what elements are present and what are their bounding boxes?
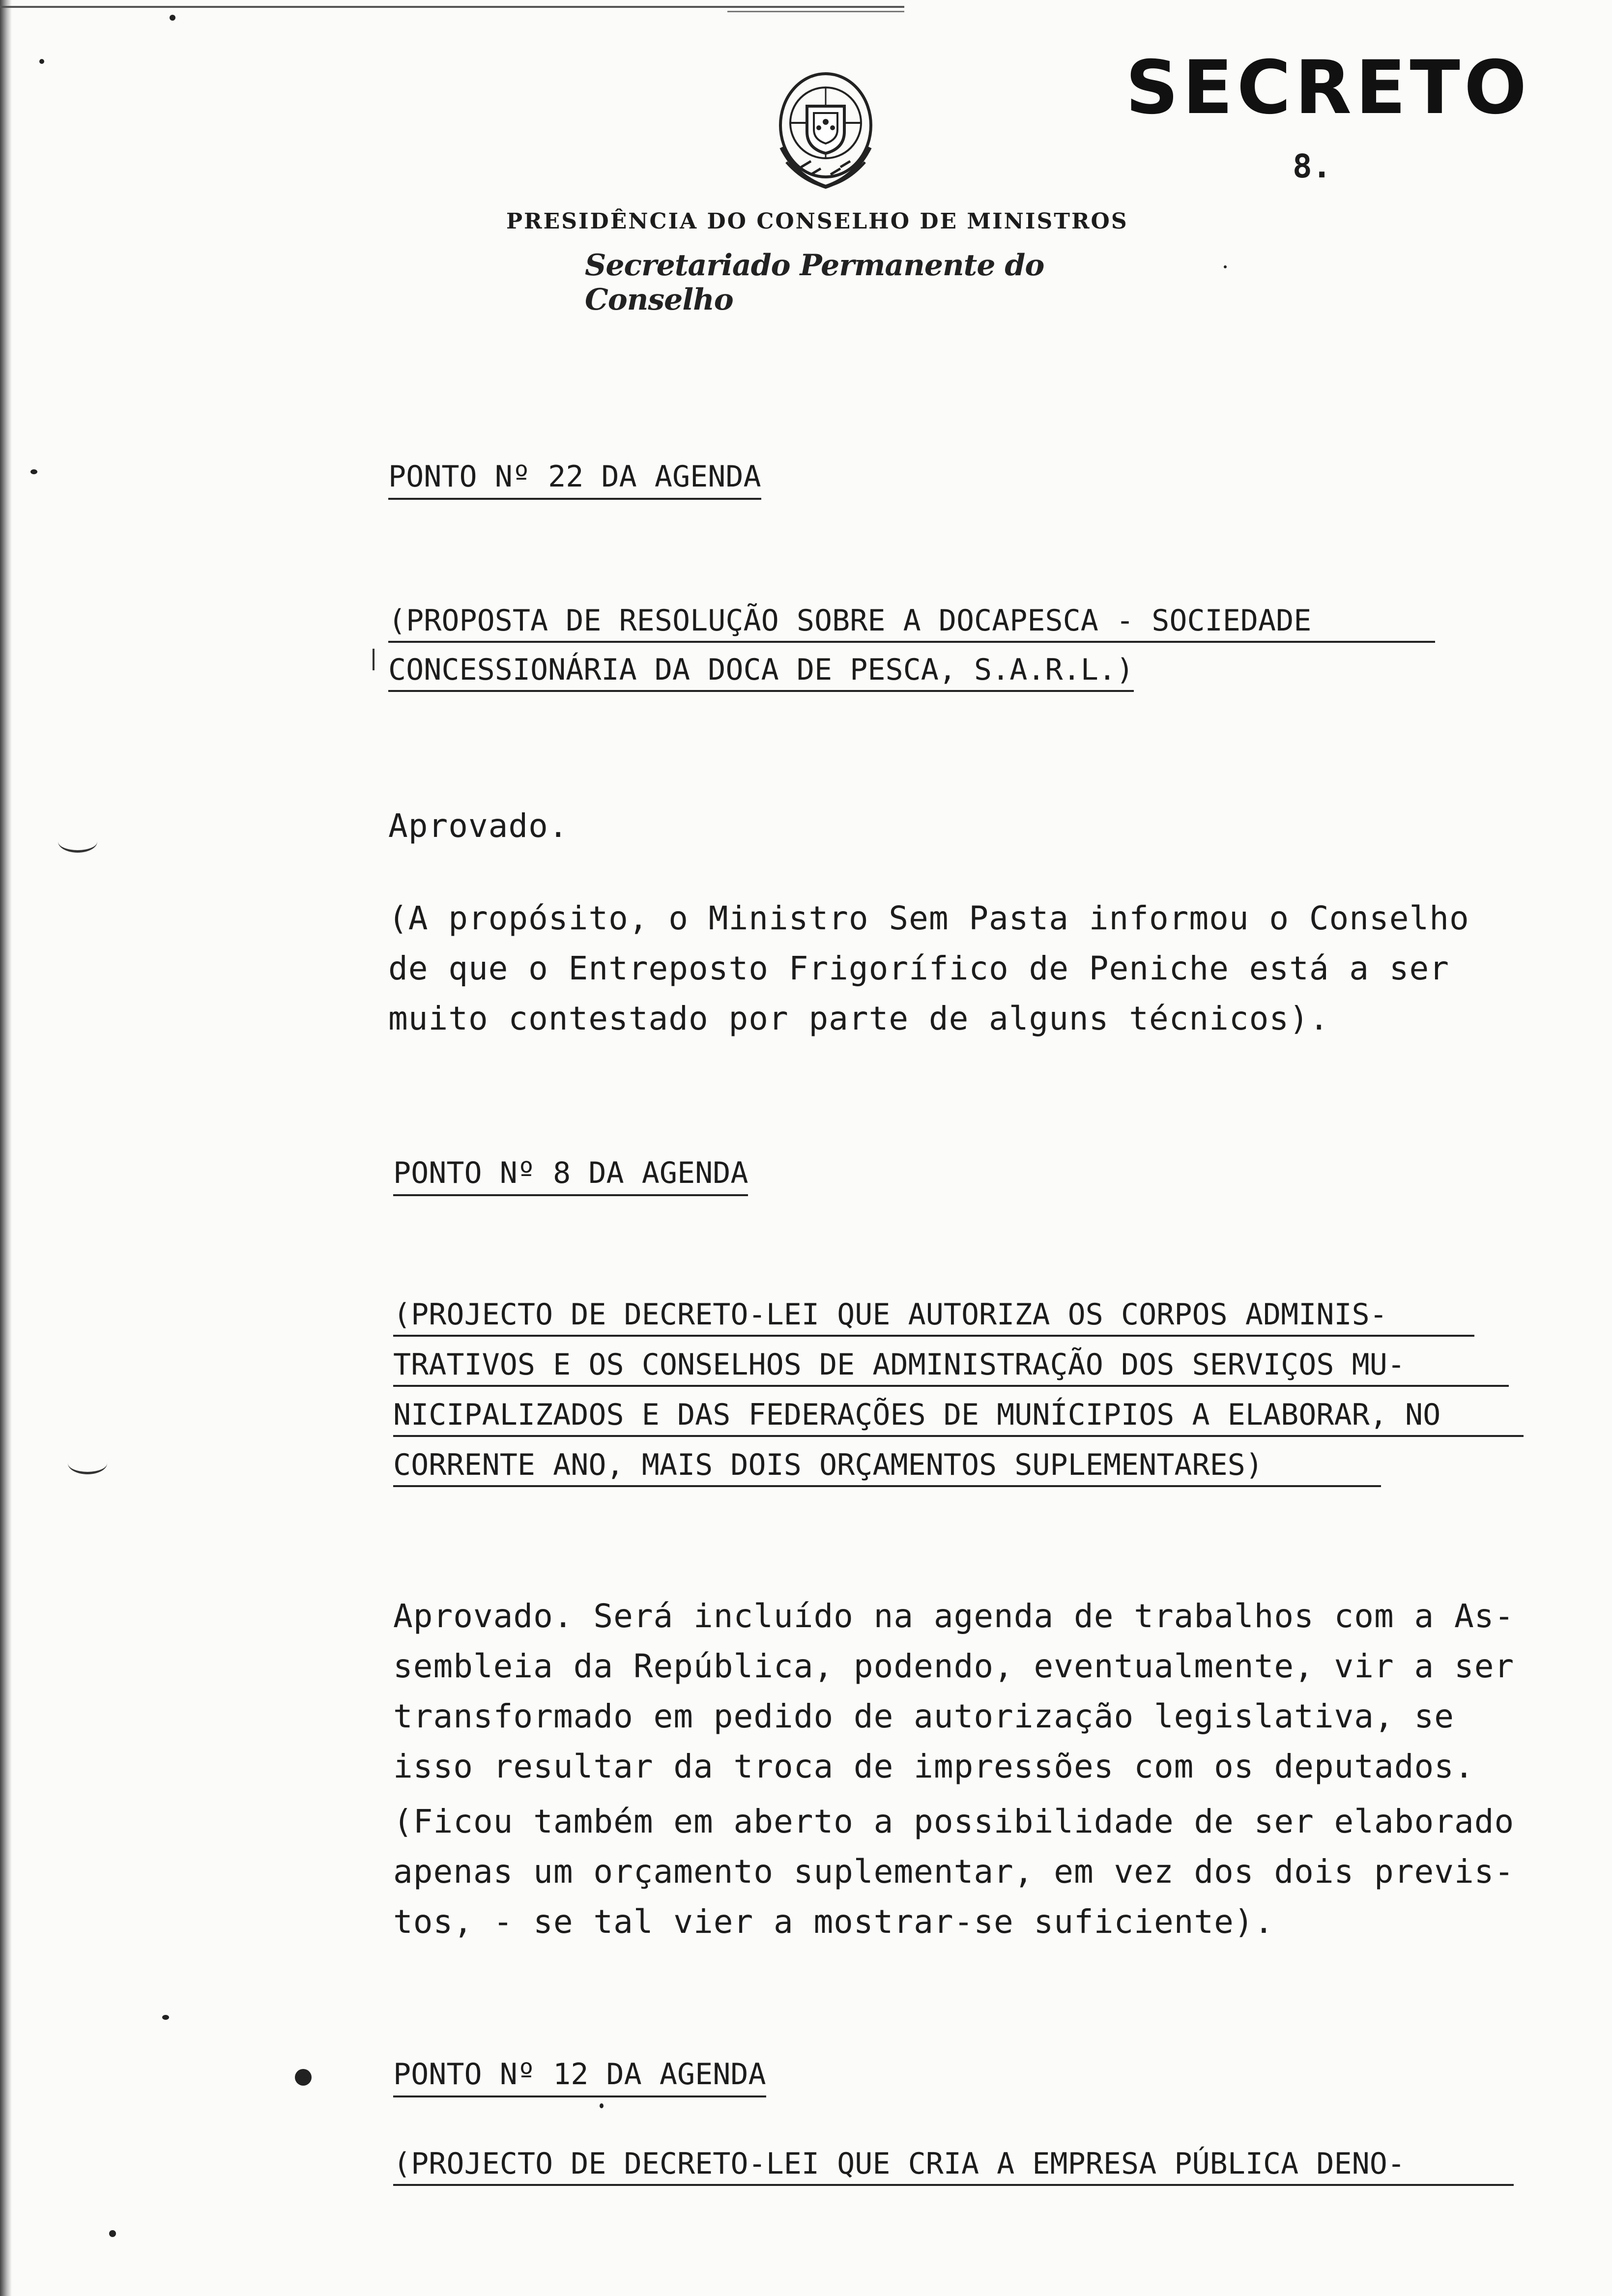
office-title: PRESIDÊNCIA DO CONSELHO DE MINISTROS: [506, 209, 1128, 234]
item-note-line: tos, - se tal vier a mostrar-se suficiente).: [393, 1903, 1274, 1941]
item-heading: PONTO Nº 12 DA AGENDA: [393, 2057, 766, 2097]
department-title: Secretariado Permanente do Conselho: [585, 248, 1044, 317]
coat-of-arms-icon: [767, 64, 885, 197]
item-subject-line: TRATIVOS E OS CONSELHOS DE ADMINISTRAÇÃO DOS SERVIÇOS MU-: [393, 1348, 1509, 1387]
item-note-line: (Ficou também em aberto a possibilidade de ser elaborado: [393, 1803, 1515, 1840]
item-note-line: muito contestado por parte de alguns técnicos).: [388, 1000, 1329, 1037]
item-note-line: de que o Entreposto Frigorífico de Peniche está a ser: [388, 949, 1449, 987]
top-rule: [0, 6, 904, 8]
ink-speck: [295, 2069, 312, 2086]
item-subject-line: CONCESSIONÁRIA DA DOCA DE PESCA, S.A.R.L.): [388, 653, 1134, 692]
item-decision-line: sembleia da República, podendo, eventualmente, vir a ser: [393, 1647, 1515, 1685]
item-decision: Aprovado.: [388, 807, 569, 845]
item-note-line: (A propósito, o Ministro Sem Pasta informou o Conselho: [388, 899, 1469, 937]
item-subject-line: (PROPOSTA DE RESOLUÇÃO SOBRE A DOCAPESCA - SOCIEDADE: [388, 603, 1435, 643]
item-subject-line: (PROJECTO DE DECRETO-LEI QUE AUTORIZA OS CORPOS ADMINIS-: [393, 1297, 1474, 1337]
margin-mark: [373, 649, 374, 670]
item-heading: PONTO Nº 22 DA AGENDA: [388, 459, 761, 500]
ink-speck: [162, 2015, 169, 2020]
item-subject-line: NICIPALIZADOS E DAS FEDERAÇÕES DE MUNÍCIPIOS A ELABORAR, NO: [393, 1398, 1524, 1437]
item-subject-line: (PROJECTO DE DECRETO-LEI QUE CRIA A EMPRESA PÚBLICA DENO-: [393, 2147, 1514, 2186]
page-number: 8.: [1293, 147, 1332, 185]
item-heading: PONTO Nº 8 DA AGENDA: [393, 1156, 748, 1196]
top-rule-fragment: [727, 11, 904, 12]
scan-edge: [0, 0, 12, 2296]
ink-speck: [39, 59, 44, 64]
item-decision-line: isso resultar da troca de impressões com os deputados.: [393, 1748, 1474, 1785]
margin-bracket: [68, 1452, 107, 1474]
item-note-line: apenas um orçamento suplementar, em vez dos dois previs-: [393, 1853, 1515, 1891]
ink-speck: [30, 469, 37, 474]
margin-bracket: [58, 831, 97, 853]
ink-speck: [1224, 265, 1227, 268]
item-subject-line: CORRENTE ANO, MAIS DOIS ORÇAMENTOS SUPLEMENTARES): [393, 1448, 1381, 1487]
item-decision-line: transformado em pedido de autorização legislativa, se: [393, 1697, 1454, 1735]
ink-speck: [109, 2230, 116, 2237]
ink-speck: [170, 15, 175, 21]
item-decision-line: Aprovado. Será incluído na agenda de trabalhos com a As-: [393, 1597, 1515, 1635]
classification-stamp: SECRETO: [1125, 45, 1531, 131]
ink-speck: [600, 2103, 604, 2108]
